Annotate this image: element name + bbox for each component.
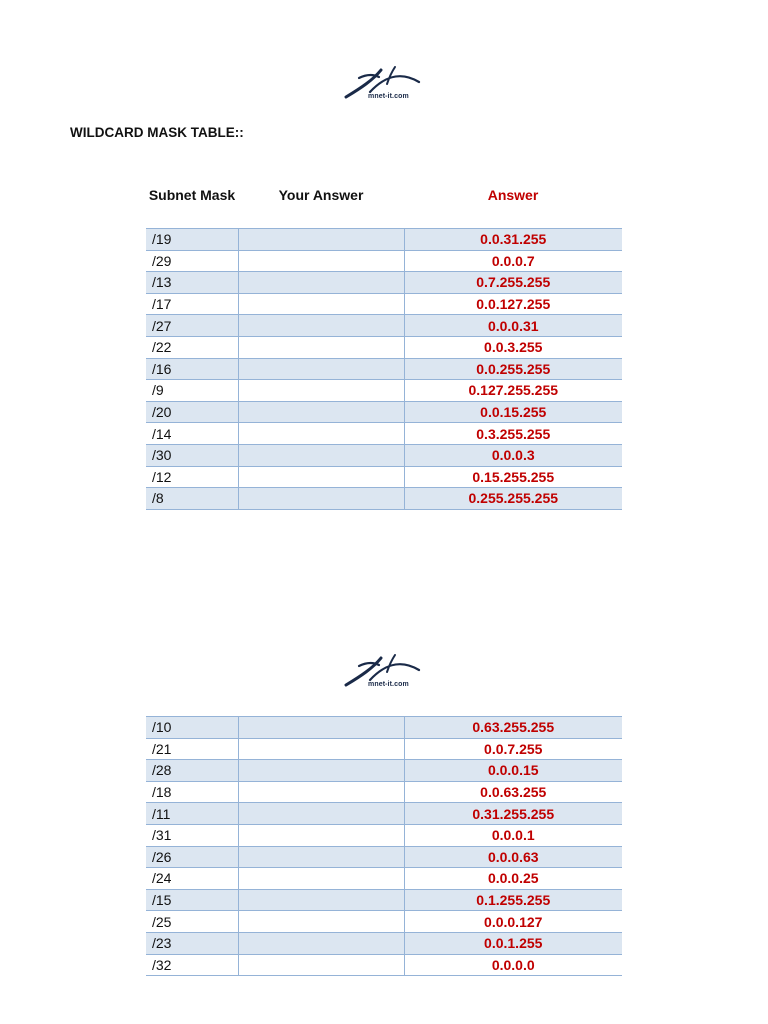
your-answer-cell[interactable] <box>238 911 404 933</box>
answer-cell: 0.7.255.255 <box>404 272 622 294</box>
table-row <box>146 803 622 825</box>
answer-cell: 0.0.255.255 <box>404 358 622 380</box>
header-your-answer: Your Answer <box>278 187 364 203</box>
subnet-cell: /24 <box>146 868 238 890</box>
your-answer-cell[interactable] <box>238 717 404 739</box>
your-answer-cell[interactable] <box>238 824 404 846</box>
subnet-cell: /19 <box>146 229 238 251</box>
answer-cell: 0.0.15.255 <box>404 401 622 423</box>
header-answer: Answer <box>487 187 539 203</box>
answer-cell: 0.0.0.7 <box>404 250 622 272</box>
subnet-cell: /16 <box>146 358 238 380</box>
table-row <box>146 293 622 315</box>
answer-cell: 0.0.3.255 <box>404 336 622 358</box>
logo-text: mnet-it.com <box>368 681 409 688</box>
table-row <box>146 932 622 954</box>
subnet-cell: /25 <box>146 911 238 933</box>
subnet-cell: /31 <box>146 824 238 846</box>
answer-cell: 0.0.0.63 <box>404 846 622 868</box>
your-answer-cell[interactable] <box>238 868 404 890</box>
subnet-cell: /15 <box>146 889 238 911</box>
header-subnet-mask: Subnet Mask <box>148 187 236 203</box>
answer-cell: 0.63.255.255 <box>404 717 622 739</box>
answer-cell: 0.0.63.255 <box>404 781 622 803</box>
subnet-cell: /10 <box>146 717 238 739</box>
your-answer-cell[interactable] <box>238 250 404 272</box>
your-answer-cell[interactable] <box>238 846 404 868</box>
answer-cell: 0.0.31.255 <box>404 229 622 251</box>
your-answer-cell[interactable] <box>238 466 404 488</box>
subnet-cell: /26 <box>146 846 238 868</box>
subnet-cell: /29 <box>146 250 238 272</box>
wildcard-table-2 <box>146 716 622 976</box>
your-answer-cell[interactable] <box>238 760 404 782</box>
answer-cell: 0.31.255.255 <box>404 803 622 825</box>
table-row <box>146 760 622 782</box>
table-row <box>146 358 622 380</box>
table-row <box>146 229 622 251</box>
your-answer-cell[interactable] <box>238 738 404 760</box>
subnet-cell: /28 <box>146 760 238 782</box>
table-row <box>146 401 622 423</box>
answer-cell: 0.0.0.25 <box>404 868 622 890</box>
answer-cell: 0.0.0.3 <box>404 444 622 466</box>
mnet-it-logo <box>343 64 423 108</box>
table-row <box>146 272 622 294</box>
your-answer-cell[interactable] <box>238 803 404 825</box>
subnet-cell: /20 <box>146 401 238 423</box>
table-row <box>146 336 622 358</box>
table-row <box>146 911 622 933</box>
table-row <box>146 423 622 445</box>
your-answer-cell[interactable] <box>238 954 404 976</box>
subnet-cell: /14 <box>146 423 238 445</box>
table-row <box>146 846 622 868</box>
answer-cell: 0.3.255.255 <box>404 423 622 445</box>
subnet-cell: /13 <box>146 272 238 294</box>
table-row <box>146 868 622 890</box>
your-answer-cell[interactable] <box>238 229 404 251</box>
wildcard-table-1 <box>146 228 622 510</box>
your-answer-cell[interactable] <box>238 380 404 402</box>
your-answer-cell[interactable] <box>238 488 404 510</box>
your-answer-cell[interactable] <box>238 423 404 445</box>
table-row <box>146 954 622 976</box>
table-row <box>146 315 622 337</box>
subnet-cell: /22 <box>146 336 238 358</box>
your-answer-cell[interactable] <box>238 272 404 294</box>
answer-cell: 0.1.255.255 <box>404 889 622 911</box>
your-answer-cell[interactable] <box>238 932 404 954</box>
subnet-cell: /27 <box>146 315 238 337</box>
subnet-cell: /21 <box>146 738 238 760</box>
answer-cell: 0.0.127.255 <box>404 293 622 315</box>
your-answer-cell[interactable] <box>238 293 404 315</box>
subnet-cell: /23 <box>146 932 238 954</box>
answer-cell: 0.0.0.31 <box>404 315 622 337</box>
your-answer-cell[interactable] <box>238 315 404 337</box>
table-row <box>146 444 622 466</box>
your-answer-cell[interactable] <box>238 444 404 466</box>
answer-cell: 0.0.0.1 <box>404 824 622 846</box>
answer-cell: 0.0.0.127 <box>404 911 622 933</box>
your-answer-cell[interactable] <box>238 358 404 380</box>
mnet-it-logo <box>343 652 423 696</box>
table-row <box>146 717 622 739</box>
table-row <box>146 889 622 911</box>
table-row <box>146 488 622 510</box>
page-title: WILDCARD MASK TABLE:: <box>70 125 244 140</box>
subnet-cell: /8 <box>146 488 238 510</box>
table-row <box>146 466 622 488</box>
your-answer-cell[interactable] <box>238 401 404 423</box>
subnet-cell: /30 <box>146 444 238 466</box>
answer-cell: 0.255.255.255 <box>404 488 622 510</box>
table-row <box>146 824 622 846</box>
table-row <box>146 250 622 272</box>
subnet-cell: /17 <box>146 293 238 315</box>
subnet-cell: /12 <box>146 466 238 488</box>
answer-cell: 0.0.0.15 <box>404 760 622 782</box>
your-answer-cell[interactable] <box>238 336 404 358</box>
answer-cell: 0.15.255.255 <box>404 466 622 488</box>
logo-text: mnet-it.com <box>368 93 409 100</box>
answer-cell: 0.127.255.255 <box>404 380 622 402</box>
subnet-cell: /32 <box>146 954 238 976</box>
answer-cell: 0.0.1.255 <box>404 932 622 954</box>
subnet-cell: /18 <box>146 781 238 803</box>
answer-cell: 0.0.0.0 <box>404 954 622 976</box>
subnet-cell: /11 <box>146 803 238 825</box>
your-answer-cell[interactable] <box>238 889 404 911</box>
table-row <box>146 781 622 803</box>
table-row <box>146 380 622 402</box>
subnet-cell: /9 <box>146 380 238 402</box>
answer-cell: 0.0.7.255 <box>404 738 622 760</box>
table-row <box>146 738 622 760</box>
your-answer-cell[interactable] <box>238 781 404 803</box>
